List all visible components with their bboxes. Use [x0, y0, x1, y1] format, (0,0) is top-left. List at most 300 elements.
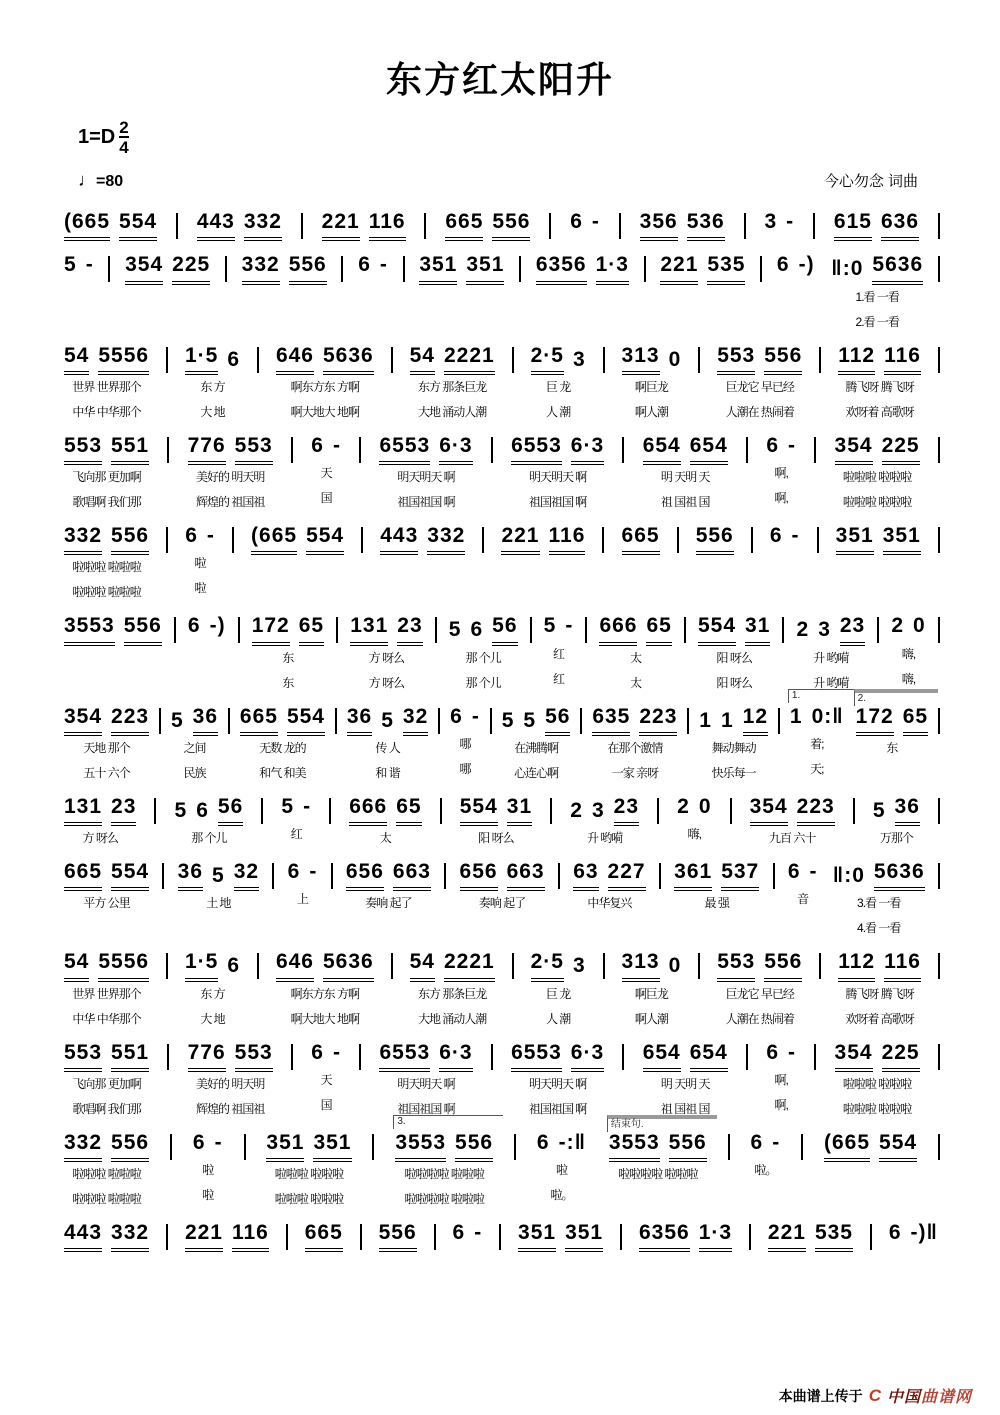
barline — [228, 708, 230, 734]
measure — [62, 252, 96, 327]
note-group: 665 — [622, 523, 660, 555]
lyric-line-1: 明天明天 啊 — [528, 470, 587, 484]
volta-bracket: 结束句. — [607, 1115, 717, 1132]
note-group: 54 — [64, 949, 89, 981]
note-line — [419, 252, 504, 284]
measure — [500, 704, 573, 783]
note-group: - — [85, 253, 94, 277]
lyric-line-1: 美好的 明天明 — [196, 1076, 265, 1091]
lyric-line-1: 啊, — [774, 1072, 788, 1087]
measure — [62, 613, 164, 692]
measure — [249, 523, 346, 602]
note-group: 116 — [884, 343, 921, 375]
note-group: 313 — [622, 343, 660, 375]
note-line — [460, 794, 532, 826]
barline — [170, 1134, 172, 1160]
lyric-line-1: 那 个儿 — [191, 831, 227, 845]
note-group: - — [772, 1130, 781, 1154]
lyric-line-1: 啦 — [555, 1163, 567, 1177]
measure — [250, 613, 326, 692]
lyric-line-1: 飞向那 更加啊 — [72, 1076, 141, 1091]
note-group: (665 — [64, 209, 110, 241]
note-group: 1·3 — [596, 252, 629, 284]
lyric-line-2: 2.看 一看 — [855, 314, 899, 329]
barline — [512, 347, 514, 373]
lyric-line-1: 哪 — [459, 736, 471, 751]
barline — [938, 798, 940, 824]
lyric-line-1: 腾飞呀 腾飞呀 — [845, 986, 914, 1001]
note-group: 553 — [717, 343, 755, 375]
note-group: 6 — [536, 1130, 550, 1154]
measure — [571, 859, 647, 938]
measure — [620, 523, 662, 602]
note-group: 5636 — [872, 252, 923, 284]
note-line — [350, 613, 422, 645]
lyric-line-1: 飞向那 更加啊 — [72, 470, 141, 484]
note-line — [717, 949, 802, 981]
note-group: 553 — [235, 1040, 273, 1072]
lyric-line-1: 巨 龙 — [545, 379, 571, 394]
lyric-line-1: 天地 那个 — [83, 740, 130, 755]
lyric-line-1: 啊, — [774, 466, 788, 480]
barline — [877, 617, 879, 643]
measure — [62, 1130, 151, 1209]
barline — [813, 213, 815, 239]
note-group: 223 — [111, 704, 149, 736]
score-system — [62, 252, 940, 331]
note-group: 225 — [882, 433, 920, 465]
note-line — [64, 613, 162, 645]
note-line — [835, 1040, 920, 1072]
note-group: 2 — [570, 798, 583, 822]
note-group: 332 — [427, 523, 465, 555]
lyric-line-1: 世界 世界那个 — [72, 986, 141, 1001]
barline — [440, 798, 442, 824]
measure — [529, 343, 588, 422]
measure — [696, 613, 772, 692]
note-group: 54 — [410, 343, 435, 375]
lyric-line-1: 之间 — [183, 740, 206, 755]
lyric-line-2: 啊人潮 — [634, 404, 668, 419]
note-group: - — [309, 860, 318, 883]
measure — [443, 209, 532, 241]
note-group: 116 — [549, 523, 586, 555]
barline — [225, 256, 227, 282]
lyric-line-2: 歌唱啊 我们那 — [72, 1101, 141, 1116]
barline — [819, 347, 821, 373]
note-group: 56 — [492, 613, 517, 645]
note-group: 1 — [699, 708, 712, 732]
lyric-line-2: 啊大地大 地啊 — [290, 404, 359, 419]
lyric-line-1: 太 — [630, 650, 642, 665]
measure — [356, 252, 390, 327]
note-line — [766, 1040, 796, 1068]
lyric-line-2: 啦啦啦 啦啦啦 — [72, 1192, 141, 1206]
note-line — [453, 1220, 483, 1248]
note-line — [838, 343, 921, 375]
barline — [657, 798, 659, 824]
note-line — [64, 949, 149, 981]
measure — [762, 209, 796, 237]
lyric-line-1: 嗨, — [687, 827, 701, 841]
note-group: 221 — [185, 1220, 223, 1252]
lyric-line-1: 啦啦啦 啦啦啦 — [72, 1167, 141, 1181]
note-group: 5 — [523, 708, 537, 732]
note-line — [768, 1220, 853, 1252]
barline — [166, 347, 168, 373]
measure — [834, 523, 923, 602]
score-system — [62, 794, 940, 848]
note-group: 351 — [883, 523, 921, 555]
note-group: 36 — [193, 704, 218, 736]
note-group: 5 — [872, 798, 886, 822]
barline — [491, 1044, 493, 1070]
measure — [590, 704, 679, 783]
score-system — [62, 343, 940, 422]
note-line — [788, 859, 818, 887]
note-group: 65 — [646, 613, 671, 645]
note-group: 6 — [187, 614, 201, 638]
measure — [854, 692, 930, 783]
note-group: - — [332, 433, 341, 457]
barline — [659, 863, 661, 889]
site-name-bold: 中国 — [886, 1389, 921, 1406]
measure — [795, 613, 868, 692]
note-line — [64, 704, 149, 736]
note-group: 225 — [172, 252, 210, 284]
measure — [62, 704, 151, 783]
note-line — [175, 794, 244, 826]
note-group: 654 — [690, 433, 728, 465]
site-name-rest: 曲谱网 — [920, 1389, 972, 1406]
note-group: 553 — [717, 949, 755, 981]
note-group: 6·3 — [571, 433, 604, 465]
note-group: 223 — [639, 704, 677, 736]
barline — [938, 347, 940, 373]
note-group: 654 — [690, 1040, 728, 1072]
barline — [778, 708, 780, 734]
note-group: 656 — [460, 859, 498, 891]
note-line — [188, 433, 273, 465]
volta-bracket: 1. — [788, 689, 854, 703]
note-group: 6 — [185, 524, 198, 547]
measure — [279, 794, 313, 844]
barline — [585, 617, 587, 643]
note-group: 31 — [745, 613, 770, 645]
note-group: 536 — [687, 209, 725, 241]
note-group: 65 — [299, 613, 324, 645]
barline — [360, 1224, 362, 1250]
note-group: 332 — [244, 209, 282, 241]
note-group: 2221 — [444, 949, 495, 981]
note-group: 3553 — [609, 1130, 660, 1162]
barline — [938, 953, 940, 979]
note-line — [518, 1220, 603, 1252]
lyric-line-1: 无数 龙的 — [259, 740, 306, 755]
barline — [801, 1134, 803, 1160]
note-line — [790, 704, 844, 732]
note-group: 1·5 — [185, 343, 218, 375]
lyric-line-2: 阳 呀么 — [716, 675, 752, 690]
lyric-line-2: 人 潮 — [545, 404, 571, 419]
measure — [378, 523, 467, 602]
lyric-line-1: 美好的 明天明 — [196, 470, 265, 484]
measure — [62, 1040, 151, 1119]
measure — [451, 1220, 485, 1248]
note-group: 6 — [311, 1040, 324, 1064]
measure — [62, 209, 159, 241]
note-line — [570, 209, 600, 237]
note-group: 23 — [840, 613, 865, 645]
note-group: 356 — [640, 209, 678, 241]
measure — [697, 704, 770, 783]
note-group: 443 — [197, 209, 235, 241]
lyric-line-1: 红 — [290, 827, 302, 841]
note-group: 3 — [572, 954, 586, 978]
barline — [514, 1134, 516, 1160]
measure — [822, 1130, 919, 1209]
lyric-line-1: 东 — [282, 650, 294, 665]
tempo-value: =80 — [96, 173, 124, 190]
note-group: 556 — [379, 1220, 417, 1252]
note-group: 32 — [234, 859, 259, 891]
note-group: 5 — [381, 708, 394, 732]
tempo-marking — [78, 170, 123, 191]
barline — [167, 437, 169, 463]
lyric-line-1: 啦啦啦 啦啦啦 — [842, 470, 912, 484]
note-line — [322, 209, 406, 241]
note-line — [639, 1220, 732, 1252]
measure — [447, 613, 520, 692]
barline — [773, 863, 775, 889]
lyric-line-2: 哪 — [459, 761, 471, 776]
note-group: 5636 — [323, 949, 374, 981]
note-line — [242, 252, 327, 284]
note-group: 665 — [445, 209, 483, 241]
measure — [286, 859, 320, 934]
measure — [829, 252, 925, 331]
lyric-line-2: 啦 — [194, 581, 206, 596]
measure — [238, 704, 327, 783]
note-group: 551 — [111, 433, 149, 465]
lyric-line-1: 舞动舞动 — [711, 740, 756, 755]
barline — [938, 1044, 940, 1070]
note-group: 0 — [698, 794, 712, 818]
measure — [509, 433, 606, 512]
note-group: 354 — [835, 433, 873, 465]
note-line — [276, 343, 374, 375]
measure — [458, 859, 547, 938]
lyric-line-2: 啦啦啦啦 啦啦啦 — [404, 1192, 484, 1206]
barline — [286, 1224, 288, 1250]
note-group: 3 — [572, 347, 586, 371]
note-group: 351 — [419, 252, 457, 284]
barline — [336, 617, 338, 643]
measure — [62, 523, 151, 602]
note-line — [511, 1040, 604, 1072]
note-group: 654 — [643, 433, 681, 465]
note-group: 1 — [720, 708, 734, 732]
lyric-line-1: 方 呀么 — [368, 650, 405, 665]
note-group: 56 — [218, 794, 243, 826]
footer — [779, 1384, 972, 1407]
barline — [817, 527, 819, 553]
lyric-line-2: 啦。 — [550, 1188, 573, 1202]
note-group: 556 — [124, 613, 162, 645]
barline — [938, 863, 940, 889]
note-group: 776 — [188, 433, 226, 465]
measure — [516, 1220, 605, 1252]
measure — [748, 794, 837, 848]
barline — [677, 527, 679, 553]
note-group: 223 — [797, 794, 835, 826]
lyric-line-2: 祖国祖国 啊 — [397, 1101, 455, 1116]
lyric-line-1: 传 人 — [375, 740, 400, 755]
barline — [728, 1134, 730, 1160]
note-line — [622, 949, 682, 981]
barline — [746, 1044, 748, 1070]
note-group: - — [206, 524, 215, 547]
lyric-line-1: 啦啦啦 啦啦啦 — [72, 560, 141, 575]
note-line — [64, 343, 149, 375]
note-group: (665 — [251, 523, 297, 555]
note-line — [643, 1040, 728, 1072]
lyric-line-2: 祖 国祖 国 — [660, 495, 710, 509]
barline — [620, 1224, 622, 1250]
note-group: 1·5 — [185, 949, 218, 981]
lyric-line-2: 啊, — [774, 491, 788, 505]
barline — [512, 953, 514, 979]
note-group: 36 — [347, 704, 372, 736]
barline — [938, 256, 940, 282]
note-line — [751, 1130, 781, 1158]
note-group: 554 — [698, 613, 736, 645]
barline — [257, 953, 259, 979]
measure — [183, 523, 217, 598]
measure — [749, 1130, 783, 1205]
note-group: 776 — [188, 1040, 226, 1072]
note-line — [501, 523, 585, 555]
note-line — [311, 1040, 341, 1068]
lyric-line-2: 天; — [810, 761, 824, 776]
lyric-line-1: 东 — [886, 740, 898, 755]
barline — [760, 256, 762, 282]
note-group: -) — [798, 253, 815, 277]
note-group: 554 — [111, 859, 149, 891]
lyric-line-1: 1.看 一看 — [855, 289, 899, 304]
note-line — [531, 949, 586, 981]
note-group: 6·3 — [439, 1040, 472, 1072]
lyric-line-1: 万那个 — [879, 831, 913, 845]
note-group: 537 — [721, 859, 759, 891]
barline — [550, 798, 552, 824]
lyric-line-1: 啊东方东 方啊 — [290, 986, 359, 1001]
lyric-line-2: 中华 中华那个 — [72, 404, 141, 419]
note-group: - — [471, 704, 480, 728]
lyric-line-2: 国 — [320, 1097, 332, 1112]
note-group: 23 — [614, 794, 639, 826]
lyric-line-2: 4.看 一看 — [857, 921, 901, 936]
time-signature-lower: 4 — [119, 138, 129, 157]
measure — [831, 859, 927, 938]
measure — [764, 433, 798, 508]
measure — [786, 859, 820, 934]
measure — [348, 613, 424, 692]
note-group: 554 — [460, 794, 498, 826]
measure — [176, 859, 261, 938]
note-group: 6·3 — [439, 433, 472, 465]
note-group: 221 — [501, 523, 539, 555]
lyric-line-2: 啊人潮 — [634, 1011, 668, 1026]
note-group: 2 — [677, 794, 690, 818]
note-group: 351 — [836, 523, 874, 555]
measure — [62, 859, 151, 938]
measure — [833, 1040, 922, 1119]
lyric-line-2: 大 地 — [200, 404, 225, 419]
note-line — [889, 1220, 938, 1248]
note-line — [460, 859, 545, 891]
barline — [938, 617, 940, 643]
note-group: 6 — [287, 860, 301, 883]
measure — [377, 433, 474, 512]
note-group: 6 — [227, 954, 241, 978]
note-group: 65 — [903, 704, 928, 736]
measure — [303, 1220, 345, 1252]
note-group: 3553 — [64, 613, 115, 645]
lyric-line-1: 东方 那条巨龙 — [417, 986, 487, 1001]
note-group: 554 — [119, 209, 157, 241]
note-group: 63 — [573, 859, 598, 891]
note-line — [185, 1220, 269, 1252]
measure — [393, 1115, 495, 1209]
note-line — [266, 1130, 351, 1162]
note-line — [188, 1040, 273, 1072]
note-group: 6356 — [639, 1220, 690, 1252]
measure — [62, 794, 138, 848]
note-group: 5 — [448, 618, 462, 642]
note-group: 5636 — [323, 343, 374, 375]
note-line — [531, 343, 586, 375]
note-line — [750, 794, 835, 826]
lyric-line-1: 九百 六十 — [769, 831, 816, 845]
composer-credit: 今心勿念 词曲 — [823, 173, 918, 190]
note-line — [838, 949, 921, 981]
note-line — [766, 433, 796, 461]
note-group: - — [565, 614, 574, 638]
lyric-line-1: 红 — [552, 646, 564, 661]
barline — [335, 708, 337, 734]
note-group: 354 — [125, 252, 163, 284]
note-line — [252, 613, 324, 645]
barline — [814, 437, 816, 463]
note-group: 556 — [455, 1130, 493, 1162]
lyric-line-2: 啦啦啦 啦啦啦 — [842, 495, 912, 509]
note-group: 361 — [674, 859, 712, 891]
measure — [345, 704, 430, 783]
barline — [108, 256, 110, 282]
note-group: 3553 — [395, 1130, 446, 1162]
measure — [836, 949, 923, 1028]
lyric-line-1: 明 天明 天 — [660, 470, 710, 484]
note-line — [797, 613, 866, 645]
note-group: 665 — [240, 704, 278, 736]
note-line — [276, 949, 374, 981]
lyric-line-1: 中华复兴 — [587, 896, 632, 911]
barline — [751, 527, 753, 553]
note-group: 332 — [111, 1220, 149, 1252]
note-group: 23 — [397, 613, 422, 645]
note-group: 112 — [838, 343, 875, 375]
